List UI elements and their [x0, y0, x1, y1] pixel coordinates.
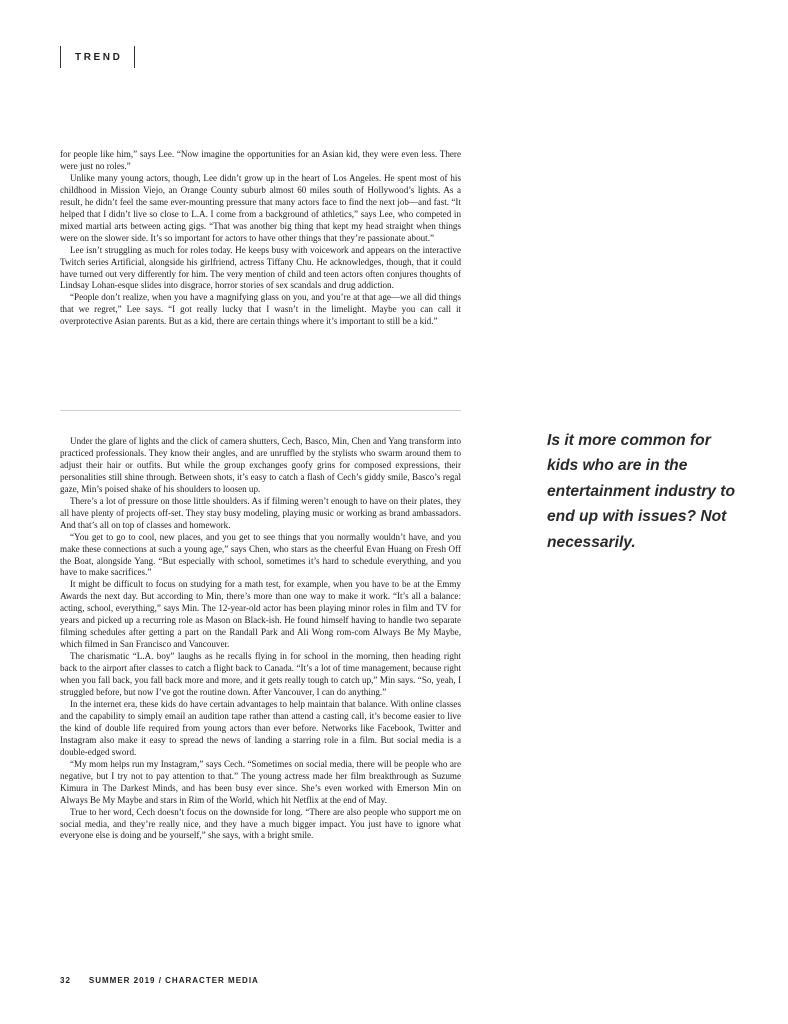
- article-column-bottom: [60, 436, 461, 842]
- section-header: [60, 46, 135, 68]
- section-tag: TREND: [75, 51, 123, 63]
- article-paragraph: It might be difficult to focus on studying for a math test, for example, when you have to be at the Emmy Awards the next day. But according to Min, there’s more than one way to make it work. “It’s all a balance: acting, school, everything,” says Min. The 12-year-old actor has been playing minor roles in film and TV for years and picked up a recurring role as Mason on Black-ish. He found himself having to handle two separate filming schedules after getting a part on the Randall Park and Ali Wong rom-com Always Be My Maybe, which filmed in San Francisco and Vancouver.: [60, 579, 461, 650]
- article-paragraph: “My mom helps run my Instagram,” says Cech. “Sometimes on social media, there will be people who are negative, but I try not to pay attention to that.” The young actress made her film breakthrough as Suzume Kimura in The Darkest Minds, and has been busy ever since. She’s even worked with Emerson Min on Always Be My Maybe and stars in Rim of the World, which hit Netflix at the end of May.: [60, 758, 461, 805]
- article-column-top: [60, 149, 461, 328]
- article-paragraph: Under the glare of lights and the click of camera shutters, Cech, Basco, Min, Chen and Yang transform into practiced professionals. They know their angles, and are unruffled by the stylists who swarm around them to adjust their hair or outfits. But while the group exchanges goofy grins for composed expressions, their personalities still shine through. Between shots, it’s easy to catch a flash of Cech’s giddy smile, Basco’s regal gaze, Min’s poised shake of his shoulders to loosen up.: [60, 436, 461, 494]
- article-paragraph: Lee isn’t struggling as much for roles today. He keeps busy with voicework and appears on the interactive Twitch series Artificial, alongside his girlfriend, actress Tiffany Chu. He acknowledges, though, that it could have turned out very differently for him. The very mention of child and teen actors often conjures thoughts of Lindsay Lohan-esque slides into disgrace, horror stories of sex scandals and drug addiction.: [60, 244, 461, 291]
- article-paragraph: There’s a lot of pressure on those little shoulders. As if filming weren’t enough to have on their plates, they all have plenty of projects off-set. They stay busy modeling, playing music or working as brand ambassadors. And that’s all on top of classes and homework.: [60, 495, 461, 530]
- article-paragraph: “People don’t realize, when you have a magnifying glass on you, and you’re at that age—we all did things that we regret,” Lee says. “I got really lucky that I wasn’t in the limelight. Maybe you can call it overprotective Asian parents. But as a kid, there are certain things where it’s important to still be a kid.”: [60, 292, 461, 327]
- issue-label: SUMMER 2019 / CHARACTER MEDIA: [88, 976, 259, 985]
- article-paragraph: for people like him,” says Lee. “Now imagine the opportunities for an Asian kid, they were even less. There were just no roles.”: [60, 149, 461, 171]
- article-paragraph: True to her word, Cech doesn’t focus on the downside for long. “There are also people who support me on social media, and they’re really nice, and they have a much bigger impact. You just have to ignore what everyone else is doing and be yourself,” she says, with a bright smile.: [60, 806, 461, 841]
- header-rule-right: [134, 46, 135, 68]
- section-divider: [60, 410, 461, 411]
- article-paragraph: Unlike many young actors, though, Lee didn’t grow up in the heart of Los Angeles. He spent most of his childhood in Mission Viejo, an Orange County suburb almost 60 miles south of Hollywood’s lights. As a result, he didn’t feel the same ever-mounting pressure that many actors face to find the next job—and fast. “It helped that I didn’t live so close to L.A. I come from a background of athletics,” says Lee, who competed in mixed martial arts between acting gigs. “That was another big thing that kept my head straight when things were on the slower side. It’s so important for actors to have other things that they’re passionate about.”: [60, 172, 461, 243]
- article-paragraph: “You get to go to cool, new places, and you get to see things that you normally wouldn’t have, and you make these connections at such a young age,” says Chen, who stars as the cheerful Evan Huang on Fresh Off the Boat, alongside Yang. “But especially with school, sometimes it’s hard to schedule everything, and you have to make sacrifices.”: [60, 531, 461, 578]
- article-paragraph: The charismatic “L.A. boy” laughs as he recalls flying in for school in the morning, then heading right back to the airport after classes to catch a flight back to Canada. “It’s a lot of time management, because right when you fall back, you fall back more and more, and it gets really tough to catch up,” Min says. “So, yeah, I struggled before, but now I’ve got the routine down. After Vancouver, I can do anything.”: [60, 651, 461, 698]
- page-footer: [60, 976, 259, 985]
- page-number: 32: [60, 976, 71, 985]
- article-paragraph: In the internet era, these kids do have certain advantages to help maintain that balance. With online classes and the capability to simply email an audition tape rather than attend a casting call, it’s become easier to live the kind of double life required from young actors than ever before. Networks like Facebook, Twitter and Instagram also make it easy to spread the news of landing a starring role in a film. But social media is a double-edged sword.: [60, 698, 461, 757]
- pull-quote: Is it more common for kids who are in the entertainment industry to end up with issues? Not necessarily.: [547, 432, 736, 551]
